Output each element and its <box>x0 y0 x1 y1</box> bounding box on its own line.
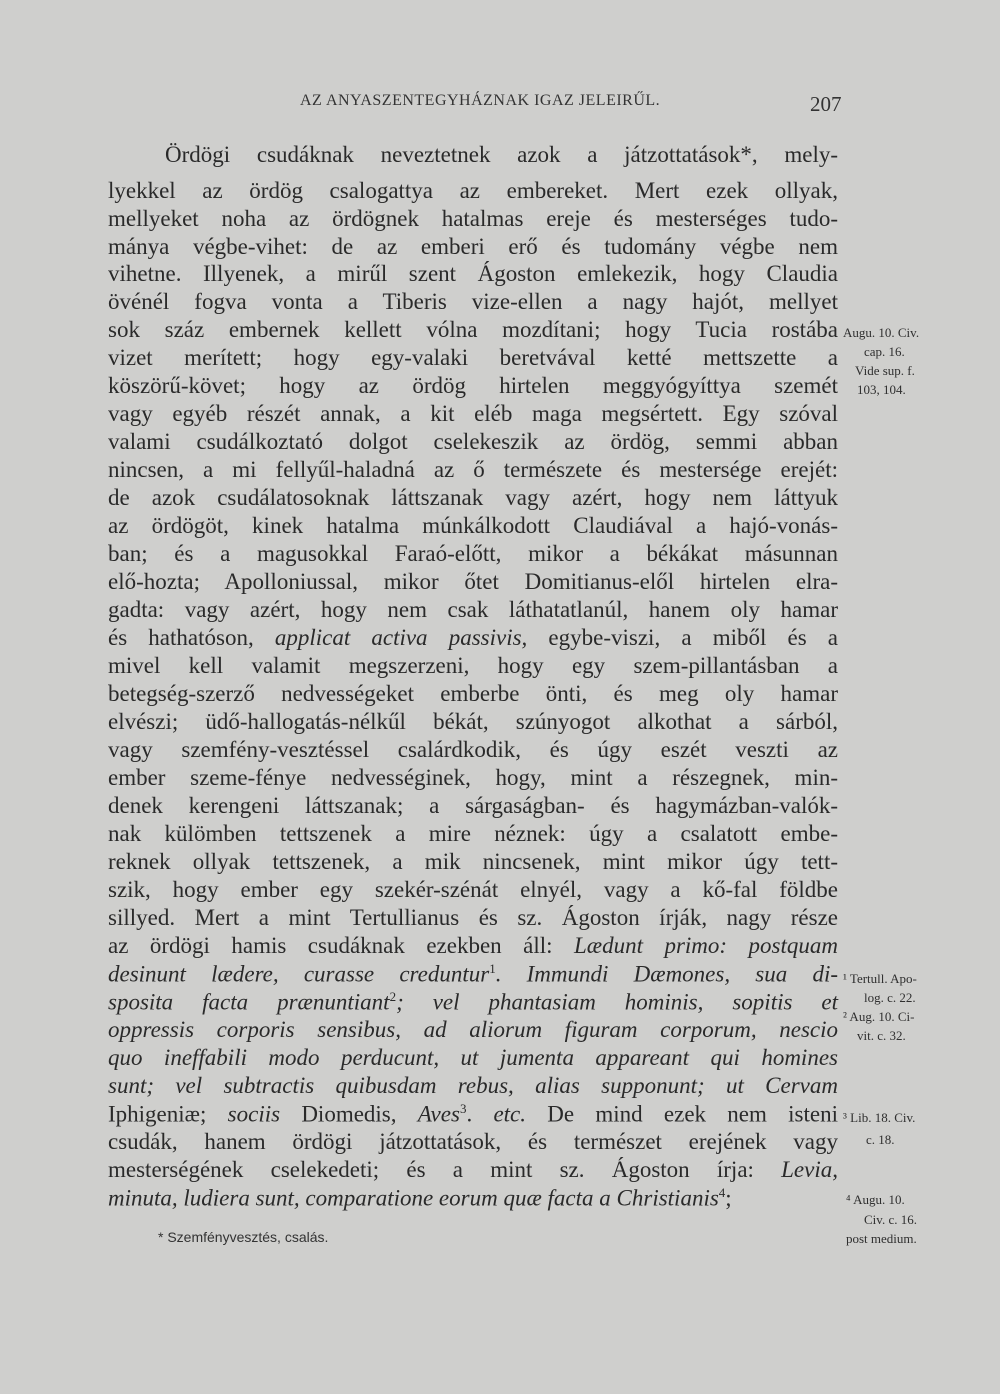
text-line: ember szeme-fénye nedvességinek, hogy, mint a részegnek, min- <box>108 765 838 790</box>
margin-note: ² Aug. 10. Ci- <box>843 1009 915 1024</box>
text-line: mivel kell valamit megszerzeni, hogy egy szem-pillantásban a <box>108 653 838 678</box>
text-line: mellyeket noha az ördögnek hatalmas ereje és mesterséges tudo- <box>108 206 838 231</box>
margin-note: c. 18. <box>866 1132 895 1147</box>
text-line: desinunt lædere, curasse creduntur$^1$. Immundi Dæmones, sua di- <box>108 961 838 987</box>
text-line: nincsen, a mi fellyűl-haladná az ő természete és mestersége erejét: <box>108 457 838 482</box>
text-line: nak külömben tettszenek a mire néznek: úgy a csalatott embe- <box>108 821 838 846</box>
text-line: az ördögöt, kinek hatalma múnkálkodott Claudiával a hajó-vonás- <box>108 513 838 538</box>
text-line: övénél fogva vonta a Tiberis vize-ellen a nagy hajót, mellyet <box>108 289 838 314</box>
text-line: lyekkel az ördög csalogattya az embereket. Mert ezek ollyak, <box>108 178 838 203</box>
text-line: köszörű-követ; hogy az ördög hirtelen meggyógyíttya szemét <box>108 373 838 398</box>
text-line: reknek ollyak tettszenek, a mik nincsenek, mint mikor úgy tett- <box>108 849 838 874</box>
margin-note: ⁴ Augu. 10. <box>846 1192 905 1207</box>
text-line: sok száz embernek kellett vólna mozdítani; hogy Tucia rostába <box>108 317 838 342</box>
text-line: minuta, ludiera sunt, comparatione eorum quæ facta a Christianis$^4$; <box>108 1185 732 1211</box>
text-line: szik, hogy ember egy szekér-szénát elnyél, vagy a kő-fal földbe <box>108 877 838 902</box>
page-number: 207 <box>810 92 842 116</box>
margin-note: log. c. 22. <box>864 990 916 1005</box>
margin-note: 103, 104. <box>857 382 906 397</box>
margin-note: vit. c. 32. <box>857 1028 906 1043</box>
text-line: és hathatóson, applicat activa passivis, egybe-viszi, a miből és a <box>108 625 839 650</box>
margin-note: cap. 16. <box>864 344 905 359</box>
text-line: mesterségének cselekedeti; és a mint sz. Ágoston írja: Levia, <box>108 1157 838 1182</box>
text-line: gadta: vagy azért, hogy nem csak láthatatlanúl, hanem oly hamar <box>108 597 838 622</box>
text-line: Iphigeniæ; sociis Diomedis, Aves$^3$. etc. De mind ezek nem isteni <box>108 1101 838 1127</box>
text-line: csudák, hanem ördögi játzottatások, és természet erejének vagy <box>108 1129 838 1154</box>
text-line: vagy egyéb részét annak, a kit eléb maga megsértett. Egy szóval <box>108 401 838 426</box>
margin-note: Augu. 10. Civ. <box>843 325 920 340</box>
text-line: sposita facta prænuntiant$^2$; vel phantasiam hominis, sopitis et <box>108 989 838 1015</box>
text-line: quo ineffabili modo perducunt, ut jumenta appareant qui homines <box>108 1045 838 1070</box>
text-line: sunt; vel subtractis quibusdam rebus, alias supponunt; ut Cervam <box>108 1073 838 1098</box>
text-line: Ördögi csudáknak neveztetnek azok a játzottatások*, mely- <box>165 142 838 167</box>
text-line: ban; és a magusokkal Faraó-előtt, mikor a békákat másunnan <box>108 541 838 566</box>
text-line: sillyed. Mert a mint Tertullianus és sz. Ágoston írják, nagy része <box>108 905 838 930</box>
text-line: elő-hozta; Apolloniussal, mikor őtet Domitianus-elől hirtelen elra- <box>108 569 838 594</box>
text-line: vihetne. Illyenek, a mirűl szent Ágoston emlekezik, hogy Claudia <box>108 261 838 286</box>
running-title: AZ ANYASZENTEGYHÁZNAK IGAZ JELEIRŰL. <box>300 92 661 109</box>
margin-note: post medium. <box>846 1231 917 1246</box>
text-line: vizet merített; hogy egy-valaki beretvával ketté mettszette a <box>108 345 838 370</box>
footnote: * Szemfényvesztés, csalás. <box>158 1229 329 1245</box>
margin-note: Vide sup. f. <box>855 363 915 378</box>
text-line: oppressis corporis sensibus, ad aliorum figuram corporum, nescio <box>108 1017 838 1042</box>
text-line: elvészi; üdő-hallogatás-nélkűl békát, szúnyogot alkothat a sárból, <box>108 709 838 734</box>
margin-note: ¹ Tertull. Apo- <box>843 971 917 986</box>
text-line: betegség-szerző nedvességeket emberbe önti, és meg oly hamar <box>108 681 838 706</box>
text-line: vagy szemfény-vesztéssel csalárdkodik, és úgy eszét veszti az <box>108 737 838 762</box>
text-line: az ördögi hamis csudáknak ezekben áll: Lædunt primo: postquam <box>108 933 838 958</box>
margin-note: Civ. c. 16. <box>864 1212 917 1227</box>
text-line: de azok csudálatosoknak láttszanak vagy azért, hogy nem láttyuk <box>108 485 838 510</box>
margin-note: ³ Lib. 18. Civ. <box>843 1110 916 1125</box>
text-line: denek kerengeni láttszanak; a sárgaságban- és hagymázban-valók- <box>108 793 838 818</box>
text-line: valami csudálkoztató dolgot cselekeszik az ördög, semmi abban <box>108 429 838 454</box>
text-line: mánya végbe-vihet: de az emberi erő és tudomány végbe nem <box>108 234 838 259</box>
